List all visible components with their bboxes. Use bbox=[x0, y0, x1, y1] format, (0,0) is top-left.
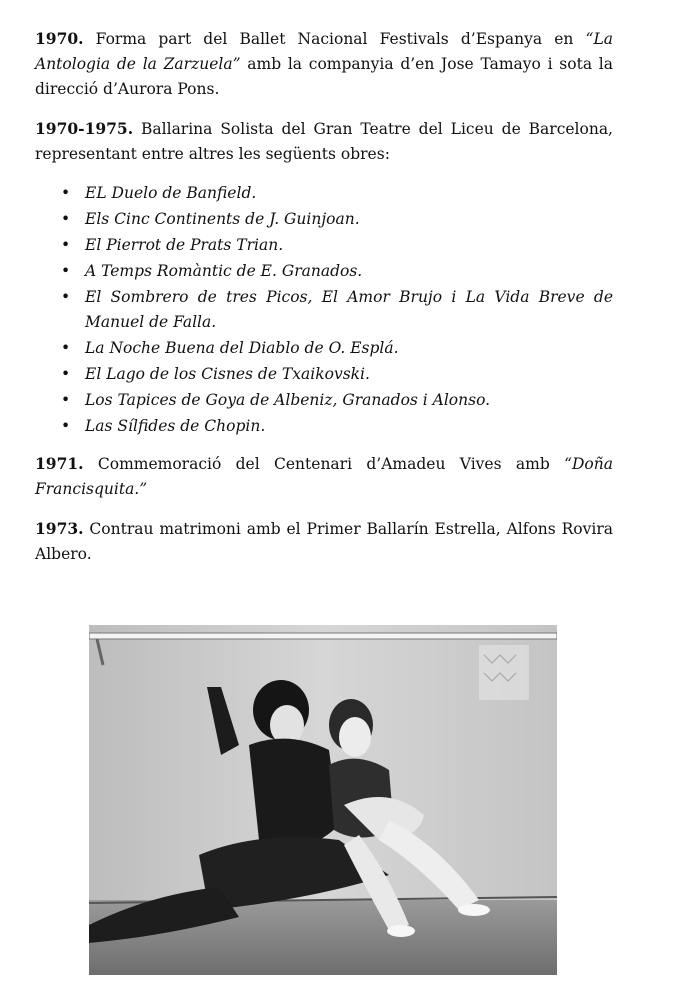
list-item bbox=[35, 362, 613, 387]
bullet-icon: • bbox=[61, 262, 71, 280]
work-title: El Pierrot de Prats Trian. bbox=[85, 236, 284, 254]
work-title: Las Sílfides de Chopin. bbox=[85, 417, 266, 435]
work-title: EL Duelo de Banfield. bbox=[85, 184, 257, 202]
bullet-icon: • bbox=[61, 391, 71, 409]
work-title: A Temps Romàntic de E. Granados. bbox=[85, 262, 363, 280]
list-item bbox=[35, 285, 613, 335]
bullet-icon: • bbox=[61, 339, 71, 357]
bullet-icon: • bbox=[61, 417, 71, 435]
bullet-icon: • bbox=[61, 365, 71, 383]
entry-italic-title: “Doña Francisquita.” bbox=[35, 455, 613, 498]
list-item bbox=[35, 259, 613, 284]
entry-text: Commemoració del Centenari d’Amadeu Vives amb bbox=[83, 455, 565, 473]
list-item bbox=[35, 207, 613, 232]
list-item bbox=[35, 181, 613, 206]
entry-text-tail: amb la companyia d’en Jose Tamayo i sota la direcció d’Aurora Pons. bbox=[35, 55, 613, 98]
entry-year: 1971. bbox=[35, 454, 84, 473]
work-title: El Sombrero de tres Picos, El Amor Brujo i La Vida Breve de Manuel de Falla. bbox=[85, 288, 613, 331]
list-item bbox=[35, 233, 613, 258]
entry-text: Forma part del Ballet Nacional Festivals d’Espanya en bbox=[83, 30, 586, 48]
bullet-icon: • bbox=[61, 210, 71, 228]
entry-year: 1970-1975. bbox=[35, 119, 134, 138]
work-title: La Noche Buena del Diablo de O. Esplá. bbox=[85, 339, 399, 357]
work-title: Els Cinc Continents de J. Guinjoan. bbox=[85, 210, 360, 228]
entry-italic-title: “La Antologia de la Zarzuela” bbox=[35, 30, 613, 73]
document-body bbox=[35, 26, 613, 581]
entry-1970 bbox=[35, 26, 613, 102]
works-list bbox=[35, 181, 613, 439]
list-item bbox=[35, 388, 613, 413]
work-title: Los Tapices de Goya de Albeniz, Granados i Alonso. bbox=[85, 391, 491, 409]
list-item bbox=[35, 414, 613, 439]
dancers-photo-illustration bbox=[89, 625, 557, 975]
list-item bbox=[35, 336, 613, 361]
entry-year: 1973. bbox=[35, 519, 84, 538]
entry-1971 bbox=[35, 451, 613, 502]
work-title: El Lago de los Cisnes de Txaikovski. bbox=[85, 365, 370, 383]
bullet-icon: • bbox=[61, 236, 71, 254]
entry-year: 1970. bbox=[35, 29, 84, 48]
dancers-photo bbox=[89, 625, 557, 975]
entry-1973 bbox=[35, 516, 613, 567]
bullet-icon: • bbox=[61, 288, 71, 306]
entry-text: Ballarina Solista del Gran Teatre del Liceu de Barcelona, representant entre altres les següents obres: bbox=[35, 120, 613, 163]
entry-text: Contrau matrimoni amb el Primer Ballarín Estrella, Alfons Rovira Albero. bbox=[35, 520, 613, 563]
bullet-icon: • bbox=[61, 184, 71, 202]
entry-1970-1975 bbox=[35, 116, 613, 167]
